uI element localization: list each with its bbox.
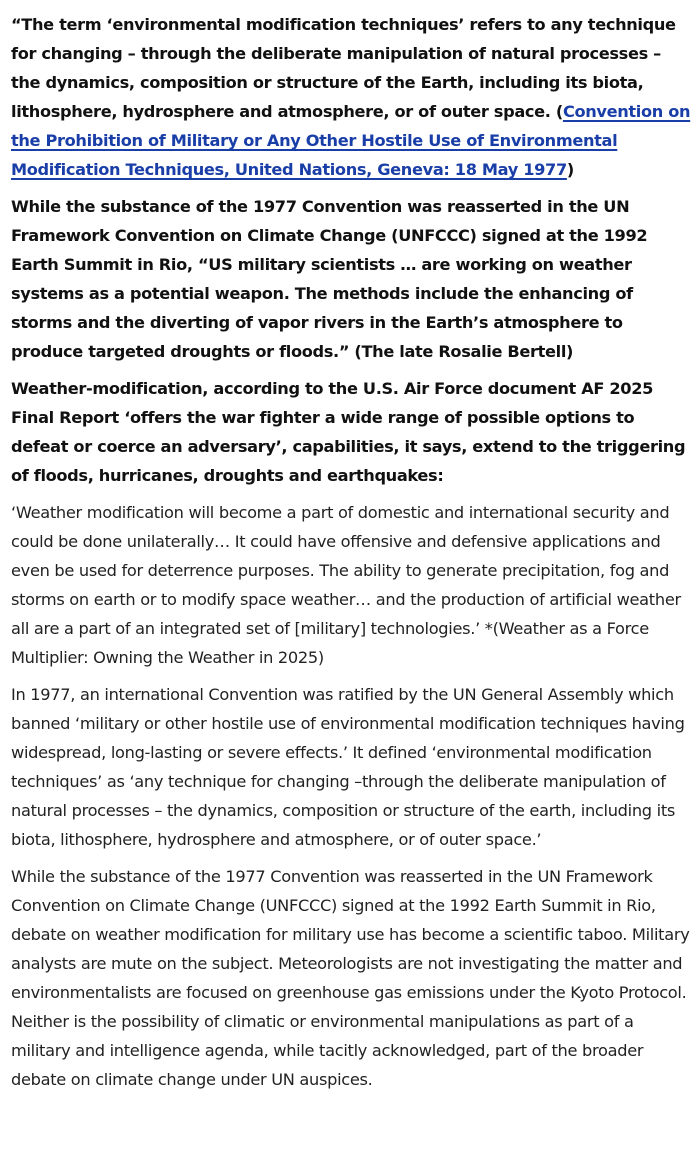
article-body xyxy=(11,10,695,1102)
paragraph-af2025-report: Weather-modification, according to the U.S. Air Force document AF 2025 Final Report ‘offers the war fighter a wide range of possible options to defeat or coerce an adversary’, capabilities, it says, extend to the triggering of floods, hurricanes, droughts and earthquakes: xyxy=(11,379,686,485)
convention-link[interactable]: Convention on the Prohibition of Military or Any Other Hostile Use of Environmental Modification Techniques, United Nations, Geneva: 18 May 1977 xyxy=(11,102,691,179)
close-paren: ) xyxy=(566,160,574,179)
quote-text: “The term ‘environmental modification techniques’ refers to any technique for changing – through the deliberate manipulation of natural processes – the dynamics, composition or structure of the Earth, including its biota, lithosphere, hydrosphere and atmosphere, or of outer space. xyxy=(11,15,676,121)
paragraph-weather-modification-quote: ‘Weather modification will become a part of domestic and international security and could be done unilaterally… It could have offensive and defensive applications and even be used for deterrence purposes. The ability to generate precipitation, fog and storms on earth or to modify space weather… and the production of artificial weather all are a part of an integrated set of [military] technologies.’ *(Weather as a Force Multiplier: Owning the Weather in 2025) xyxy=(11,503,681,667)
paragraph-1977-convention: In 1977, an international Convention was ratified by the UN General Assembly which banned ‘military or other hostile use of environmental modification techniques having widespread, long-lasting or severe effects.’ It defined ‘environmental modification techniques’ as ‘any technique for changing –through the deliberate manipulation of natural processes – the dynamics, composition or structure of the earth, including its biota, lithosphere, hydrosphere and atmosphere, or of outer space.’ xyxy=(11,685,685,849)
paragraph-scientific-taboo: While the substance of the 1977 Convention was reasserted in the UN Framework Convention on Climate Change (UNFCCC) signed at the 1992 Earth Summit in Rio, debate on weather modification for military use has become a scientific taboo. Military analysts are mute on the subject. Meteorologists are not investigating the matter and environmentalists are focused on greenhouse gas emissions under the Kyoto Protocol. Neither is the possibility of climatic or environmental manipulations as part of a military and intelligence agenda, while tacitly acknowledged, part of the broader debate on climate change under UN auspices. xyxy=(11,867,690,1089)
open-paren: ( xyxy=(555,102,563,121)
paragraph-convention-quote xyxy=(11,10,695,184)
paragraph-bertell-quote: While the substance of the 1977 Convention was reasserted in the UN Framework Convention on Climate Change (UNFCCC) signed at the 1992 Earth Summit in Rio, “US military scientists … are working on weather systems as a potential weapon. The methods include the enhancing of storms and the diverting of vapor rivers in the Earth’s atmosphere to produce targeted droughts or floods.” (The late Rosalie Bertell) xyxy=(11,197,648,361)
